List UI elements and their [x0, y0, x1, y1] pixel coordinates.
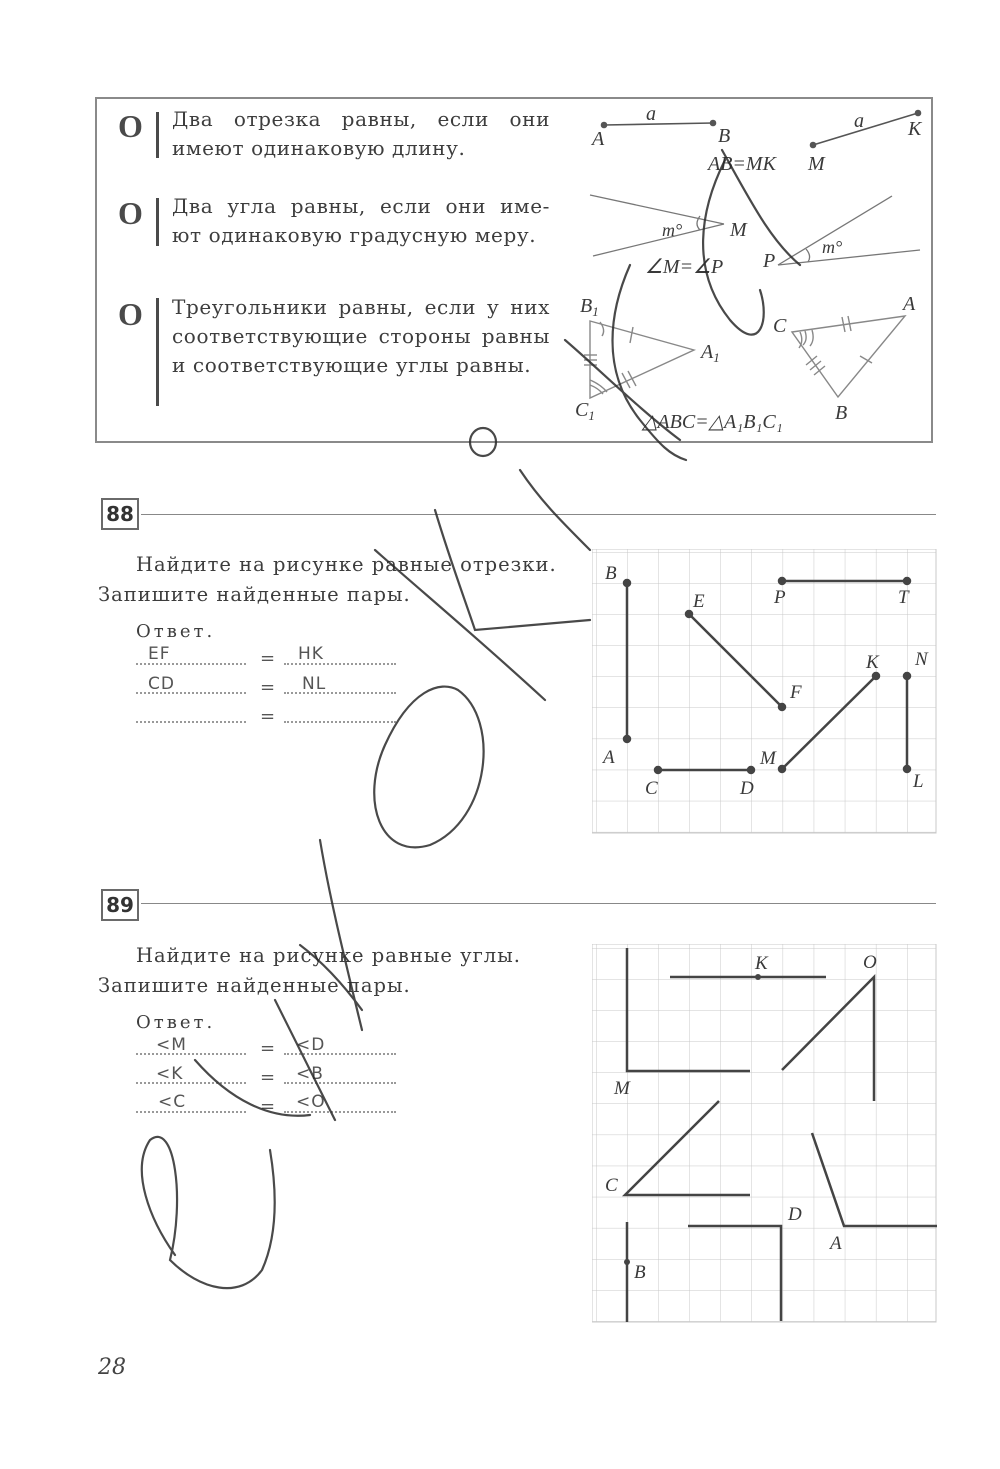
angle-equality: ∠M=∠P: [645, 256, 724, 278]
task-89-text-line2: Запишите найденные пары.: [98, 974, 411, 997]
angle-label-O: O: [863, 952, 877, 973]
segment-equality: AB=MK: [708, 153, 776, 175]
triangle-label-B1: $B_1$: [580, 295, 599, 319]
angle-label-P: P: [763, 250, 776, 272]
segment-label-K: K: [908, 118, 922, 140]
answer-handwritten-left: <C: [158, 1092, 187, 1112]
segment-label-B: B: [718, 125, 731, 147]
answer-handwritten-right: <D: [296, 1035, 326, 1055]
definition-triangles-text: Треугольники равны, если у них соответствующие стороны равны и соответствующие углы равны.: [172, 295, 550, 377]
answer-equals: =: [260, 1038, 276, 1059]
definition-segments-text: Два отрезка равны, если они имеют одинаковую длину.: [172, 107, 550, 160]
triangle-label-C: C: [773, 315, 787, 337]
angle-label-D: D: [788, 1204, 802, 1225]
angle-label-C: C: [605, 1175, 618, 1196]
triangle-label-C1: $C_1$: [575, 399, 595, 423]
definition-angles-text: Два угла равны, если они име- ют одинаковую градусную меру.: [172, 194, 550, 247]
answer-equals: =: [260, 706, 276, 727]
answer-handwritten-right: NL: [302, 674, 327, 694]
answer-handwritten-left: <K: [156, 1064, 184, 1084]
task-88-number: 88: [101, 498, 139, 530]
answer-equals: =: [260, 1096, 276, 1117]
segment-label-a1: a: [646, 103, 656, 125]
answer-handwritten-right: <O: [296, 1092, 326, 1112]
point-label-P: P: [774, 587, 786, 608]
angle-label-m2: m°: [822, 237, 843, 257]
answer-equals: =: [260, 1067, 276, 1088]
point-label-E: E: [693, 591, 705, 612]
page-number: 28: [98, 1355, 126, 1380]
point-label-B: B: [605, 563, 617, 584]
angle-label-K: K: [755, 953, 768, 974]
segment-label-A: A: [592, 128, 605, 150]
point-label-D: D: [740, 778, 754, 799]
triangle-label-A1: $A_1$: [701, 341, 720, 365]
angle-label-M: M: [730, 219, 747, 241]
task-88-text-line1: Найдите на рисунке равные отрезки.: [136, 553, 557, 576]
triangle-label-A: A: [903, 293, 916, 315]
angle-label-A: A: [830, 1233, 842, 1254]
point-label-M: M: [760, 748, 776, 769]
definition-marker-1: О: [118, 108, 143, 144]
triangle-equality: △ABC=△A₁B₁C₁: [642, 411, 783, 433]
point-label-F: F: [790, 682, 802, 703]
triangle-label-B: B: [835, 402, 848, 424]
answer-handwritten-right: HK: [298, 644, 324, 664]
task-89-number: 89: [101, 889, 139, 921]
angle-label-B: B: [634, 1262, 646, 1283]
angle-label-m1: m°: [662, 220, 683, 240]
point-label-K: K: [866, 652, 879, 673]
point-label-L: L: [913, 771, 924, 792]
point-label-A: A: [603, 747, 615, 768]
angle-label-M: M: [614, 1078, 630, 1099]
point-label-T: T: [898, 587, 909, 608]
answer-handwritten-left: <M: [156, 1035, 187, 1055]
definition-marker-2: О: [118, 195, 143, 231]
point-label-N: N: [915, 649, 928, 670]
segment-label-M: M: [808, 153, 825, 175]
task-88-text-line2: Запишите найденные пары.: [98, 583, 411, 606]
task-88-answer-label: Ответ.: [136, 621, 216, 642]
answer-equals: =: [260, 648, 276, 669]
segment-label-a2: a: [854, 110, 864, 132]
answer-handwritten-left: CD: [148, 674, 175, 694]
definition-marker-3: О: [118, 296, 143, 332]
answer-handwritten-left: EF: [148, 644, 171, 664]
task-89-answer-label: Ответ.: [136, 1012, 216, 1033]
task-89-text-line1: Найдите на рисунке равные углы.: [136, 944, 521, 967]
point-label-C: C: [645, 778, 658, 799]
answer-handwritten-right: <B: [296, 1064, 324, 1084]
answer-equals: =: [260, 677, 276, 698]
